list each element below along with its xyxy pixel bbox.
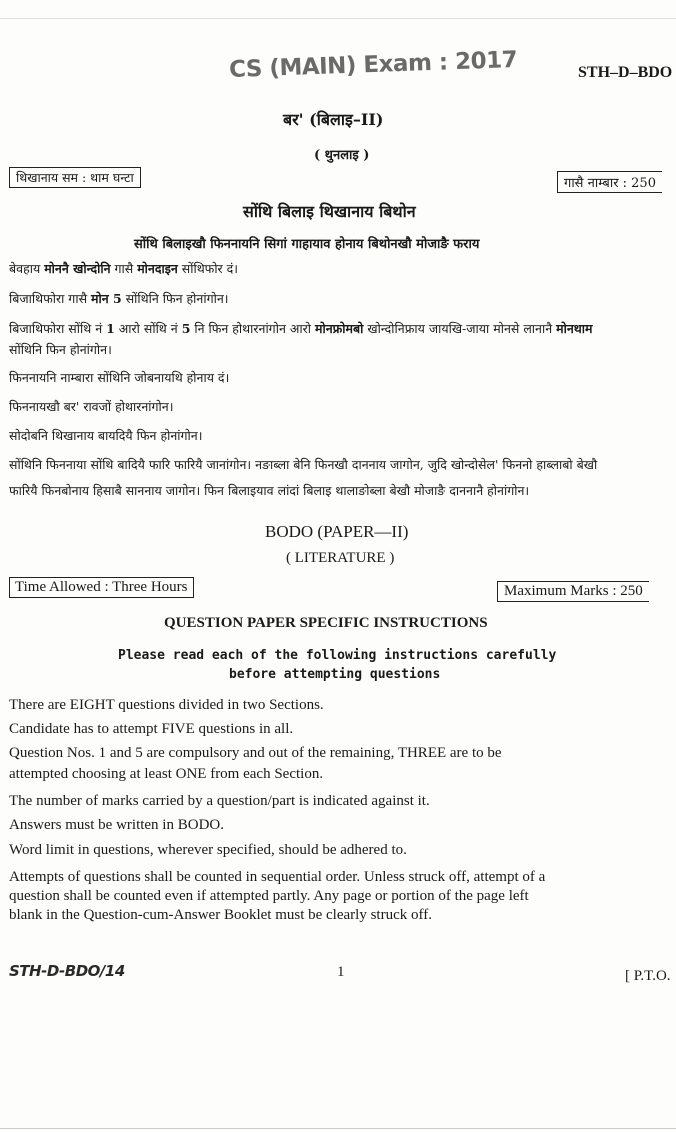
bodo-line-7 (9, 427, 676, 445)
pto-label: [ P.T.O. (625, 968, 671, 984)
text-bold: मोनथाम (556, 321, 593, 336)
english-line-7: Word limit in questions, wherever specified, should be adhered to. (9, 842, 407, 858)
text-bold: मोनफ्रोमबो (314, 321, 364, 336)
text-bold: 1 (106, 321, 115, 336)
text-span: आरो सोंथि नं (114, 321, 182, 336)
instructions-subheading-1: Please read each of the following instructions carefully (118, 648, 557, 663)
max-marks: Maximum Marks : 250 (504, 583, 643, 599)
text-bold: मोनदाइन (137, 261, 178, 276)
page-number: 1 (337, 964, 345, 980)
bodo-line-1 (9, 260, 676, 278)
english-line-1: There are EIGHT questions divided in two Sections. (9, 697, 324, 713)
bodo-line-5 (9, 369, 676, 387)
text-span: सोंथिफोर दं। (177, 261, 239, 276)
text-bold: मोन 5 (91, 291, 122, 306)
bodo-line-8 (9, 456, 676, 474)
text-span: सोंथिनि फिन होनांगोन। (9, 342, 112, 357)
instructions-heading: QUESTION PAPER SPECIFIC INSTRUCTIONS (164, 615, 488, 631)
bodo-line-2 (9, 290, 676, 308)
text-span: गासै (110, 261, 138, 276)
bodo-instructions-subheading: सोंथि बिलाइखौ फिननायनि सिगां गाहायाव होनाय बिथोनखौ मोजाङै फराय (134, 237, 480, 252)
footer-code: STH-D-BDO/14 (9, 962, 125, 980)
english-line-5: The number of marks carried by a question/part is indicated against it. (9, 793, 430, 809)
text-bold: मोननै खोन्दोनि (44, 261, 111, 276)
bodo-instructions-heading: सोंथि बिलाइ थिखानाय बिथोन (243, 202, 416, 221)
english-line-3: Question Nos. 1 and 5 are compulsory and out of the remaining, THREE are to be (9, 745, 502, 761)
time-allowed: Time Allowed : Three Hours (15, 579, 188, 595)
text-span: सोंथिनि फिननाया सोंथि बादियै फारि फारियै जानांगोन। नङाब्ला बेनि फिनखौ दाननाय जागोन, जुदि खोन्दोसेल' फिननो हाब्लाबो बेखौ (9, 457, 598, 472)
english-line-2: Candidate has to attempt FIVE questions in all. (9, 721, 294, 737)
english-line-8: Attempts of questions shall be counted in sequential order. Unless struck off, attempt of a (9, 869, 546, 885)
bodo-line-9 (9, 482, 676, 500)
english-line-6: Answers must be written in BODO. (9, 817, 224, 833)
text-span: बिजाथिफोरा सोंथि नं (9, 321, 107, 336)
time-allowed-box (9, 577, 194, 598)
marks-box-bodo (557, 171, 662, 193)
scan-edge-bottom (0, 1128, 676, 1129)
text-span: फिननायखौ बर' रावजों होथारनांगोन। (9, 399, 174, 414)
text-span: नि फिन होथारनांगोन आरो (190, 321, 315, 336)
english-line-10: blank in the Question-cum-Answer Booklet must be clearly struck off. (9, 907, 432, 923)
text-span: सोदोबनि थिखानाय बायदियै फिन होनांगोन। (9, 428, 203, 443)
exam-stamp: CS (MAIN) Exam : 2017 (228, 46, 518, 84)
title-bodo: बर' (बिलाइ–II) (283, 110, 384, 129)
bodo-line-3 (9, 320, 676, 338)
text-span: सोंथिनि फिन होनांगोन। (121, 291, 229, 306)
instructions-subheading-2: before attempting questions (229, 667, 441, 682)
bodo-line-6 (9, 398, 676, 416)
paper-code: STH–D–BDO (578, 64, 673, 81)
max-marks-box (497, 581, 649, 602)
text-span: फिननायनि नाम्बारा सोंथिनि जोबनायथि होनाय दं। (9, 370, 230, 385)
text-span: बेवहाय (9, 261, 45, 276)
marks-bodo: गासै नाम्बार : 250 (564, 176, 656, 191)
text-span: खोन्दोनिफ्राय जायखि-जाया मोनसे लानानै (363, 321, 557, 336)
english-subtitle: ( LITERATURE ) (286, 550, 395, 566)
bodo-line-4 (9, 341, 676, 359)
subtitle-bodo: ( थुनलाइ ) (314, 148, 370, 163)
english-line-9: question shall be counted even if attempted partly. Any page or portion of the page left (9, 888, 529, 904)
scan-edge (0, 18, 676, 19)
text-span: फारियै फिनबोनाय हिसाबै साननाय जागोन। फिन बिलाइयाव लांदां बिलाइ थालाङोब्ला बेखौ मोजाङै दाननानै होनांगोन। (9, 483, 530, 498)
english-title: BODO (PAPER—II) (265, 522, 409, 541)
time-box-bodo (9, 167, 141, 188)
text-bold: 5 (181, 321, 191, 336)
english-line-4: attempted choosing at least ONE from each Section. (9, 766, 324, 782)
text-span: बिजाथिफोरा गासै (9, 291, 92, 306)
time-bodo: थिखानाय सम : थाम घन्टा (16, 170, 134, 185)
